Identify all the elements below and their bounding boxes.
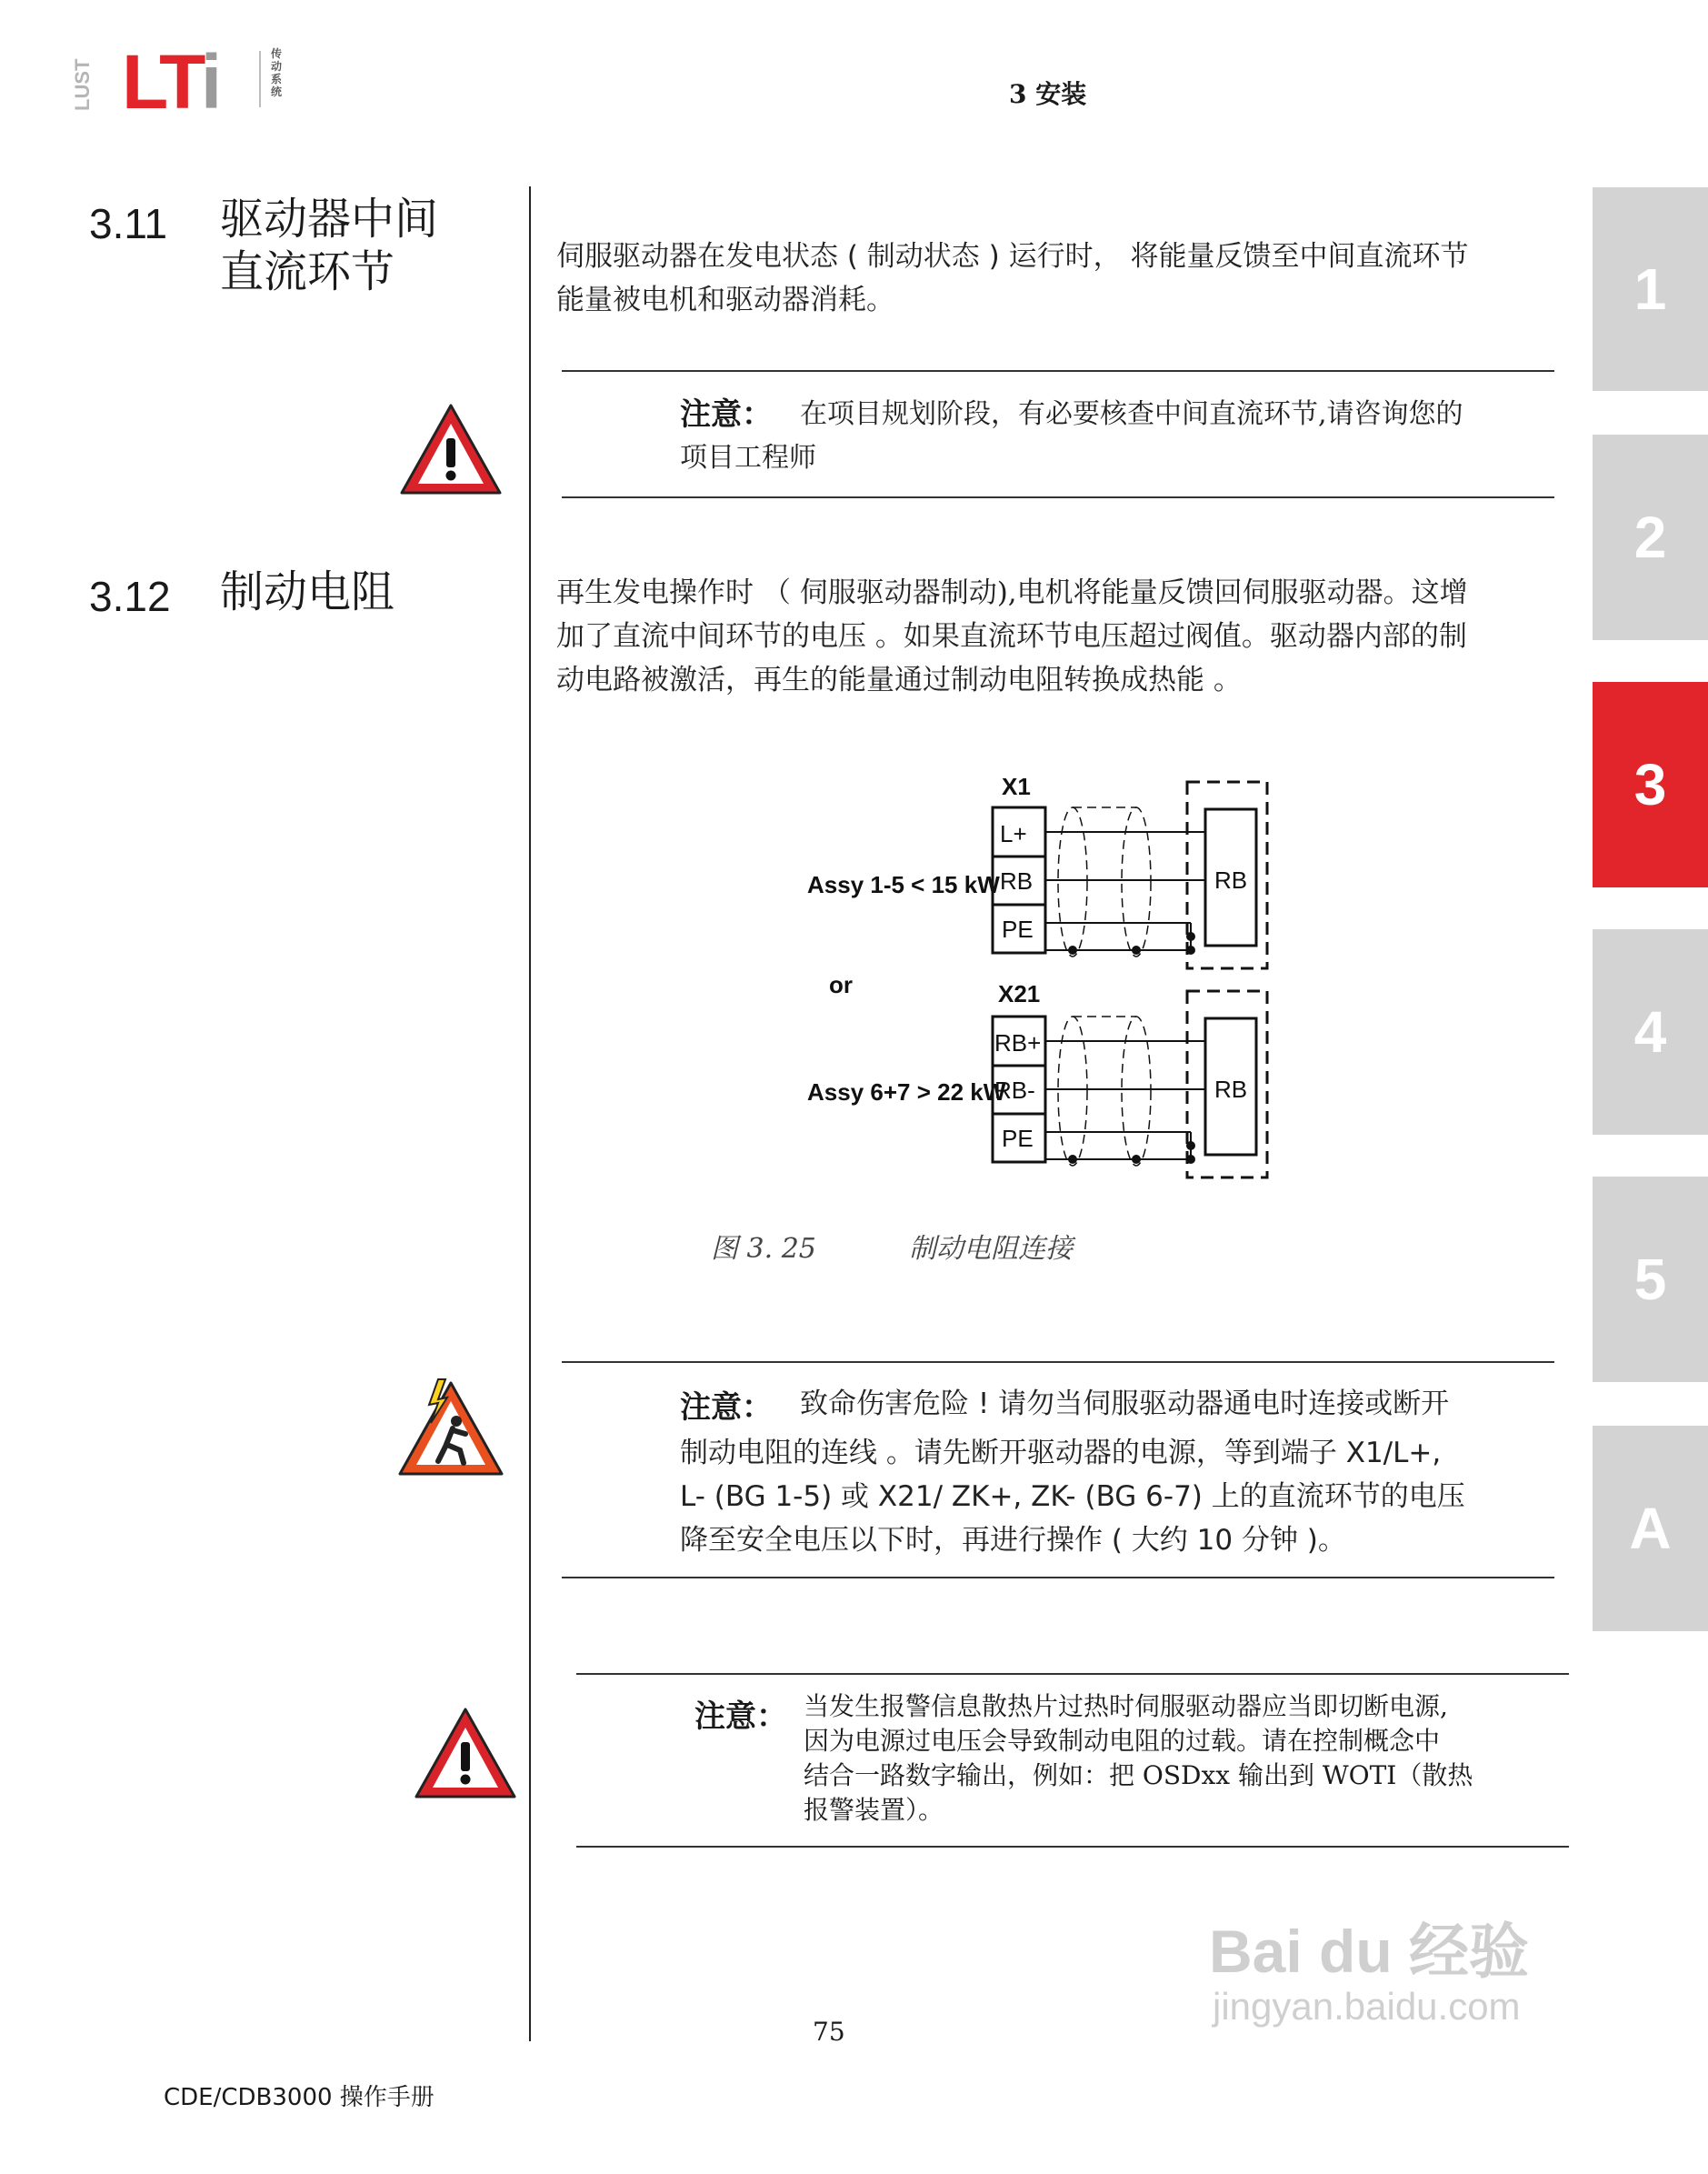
chapter-tab-a[interactable]: A (1593, 1426, 1708, 1631)
note1-bottom-rule (562, 496, 1554, 498)
pin-rb-minus: RB- (994, 1077, 1035, 1104)
figure-title: 制动电阻连接 (909, 1233, 1073, 1265)
pin-rb: RB (1000, 867, 1034, 895)
chapter-tab-5[interactable]: 5 (1593, 1177, 1708, 1382)
logo-divider (259, 51, 261, 107)
note2-line4: 降至安全电压以下时，再进行操作 ( 大约 10 分钟 )。 (680, 1524, 1346, 1557)
connector-x21-label: X21 (998, 980, 1041, 1007)
chapter-header: 3 安装 (1009, 79, 1087, 109)
note2-line3: L- (BG 1-5) 或 X21/ ZK+, ZK- (BG 6-7) 上的直流环节的电压 (680, 1480, 1465, 1513)
pin-pe-2: PE (1002, 1125, 1034, 1152)
chapter-tab-2[interactable]: 2 (1593, 435, 1708, 640)
note2-bottom-rule (562, 1577, 1554, 1578)
watermark-main: Bai du 经验 (1209, 1918, 1530, 1985)
footer-manual-title: CDE/CDB3000 操作手册 (164, 2084, 434, 2111)
pin-pe-1: PE (1002, 916, 1034, 943)
figure-number: 图 3. 25 (711, 1233, 816, 1265)
note3-top-rule (576, 1673, 1569, 1675)
chapter-tab-3[interactable]: 3 (1593, 682, 1708, 887)
dc-link-paragraph-line2: 能量被电机和驱动器消耗。 (556, 284, 894, 316)
brake-paragraph-line3: 动电路被激活，再生的能量通过制动电阻转换成热能 。 (556, 664, 1242, 696)
section-number-3-11: 3.11 (89, 200, 168, 247)
note3-line2: 因为电源过电压会导致制动电阻的过载。请在控制概念中 (804, 1726, 1441, 1756)
electric-shock-warning-icon (396, 1378, 505, 1483)
note3-line4: 报警装置）。 (804, 1795, 944, 1825)
watermark-url: jingyan.baidu.com (1213, 1985, 1521, 2028)
note1-top-rule (562, 370, 1554, 372)
note2-label: 注意： (680, 1389, 773, 1426)
brake-resistor-wiring-diagram (800, 764, 1291, 1195)
note3-line1: 当发生报警信息散热片过热时伺服驱动器应当即切断电源, (804, 1691, 1448, 1721)
column-divider (529, 186, 531, 2041)
section-number-3-12: 3.12 (89, 573, 171, 620)
resistor-1-label: RB (1214, 867, 1248, 894)
baidu-watermark (1209, 1919, 1529, 2029)
note2-line2: 制动电阻的连线 。请先断开驱动器的电源，等到端子 X1/L+, (680, 1437, 1442, 1469)
pin-rb-plus: RB+ (994, 1029, 1042, 1057)
note1-line1: 在项目规划阶段，有必要核查中间直流环节,请咨询您的 (800, 398, 1463, 430)
note3-label: 注意： (694, 1698, 787, 1735)
assy-2-label: Assy 6+7 > 22 kW (807, 1078, 1006, 1106)
logo-subtitle: 传动系统 (271, 47, 283, 98)
chapter-tab-4[interactable]: 4 (1593, 929, 1708, 1135)
note1-line2: 项目工程师 (680, 442, 816, 474)
note1-label: 注意： (680, 396, 773, 433)
chapter-tab-1[interactable]: 1 (1593, 187, 1708, 391)
logo-lust-text: LUST (71, 58, 94, 111)
note3-bottom-rule (576, 1846, 1569, 1848)
note2-line1: 致命伤害危险 ! 请勿当伺服驱动器通电时连接或断开 (800, 1388, 1450, 1420)
connector-x1-label: X1 (1002, 773, 1031, 800)
dc-link-paragraph-line1: 伺服驱动器在发电状态 ( 制动状态 ) 运行时， 将能量反馈至中间直流环节 (556, 240, 1469, 273)
warning-triangle-icon-2 (413, 1704, 518, 1806)
section-title-3-11-line1: 驱动器中间 (220, 194, 439, 245)
logo-lust (71, 49, 95, 113)
note3-line3: 结合一路数字输出，例如：把 OSDxx 输出到 WOTI（散热 (804, 1760, 1473, 1790)
resistor-2-label: RB (1214, 1076, 1248, 1103)
assy-1-label: Assy 1-5 < 15 kW (807, 871, 1000, 898)
section-title-3-11-line2: 直流环节 (220, 246, 395, 297)
company-logo: LTi (122, 39, 219, 125)
pin-l-plus: L+ (1000, 820, 1027, 847)
note2-top-rule (562, 1361, 1554, 1363)
brake-paragraph-line2: 加了直流中间环节的电压 。如果直流环节电压超过阀值。驱动器内部的制 (556, 620, 1467, 653)
warning-triangle-icon (398, 400, 504, 502)
brake-paragraph-line1: 再生发电操作时 （ 伺服驱动器制动),电机将能量反馈回伺服驱动器。这增 (556, 576, 1468, 609)
section-title-3-12: 制动电阻 (220, 566, 395, 617)
or-label: or (829, 971, 853, 998)
page-number: 75 (813, 2017, 845, 2047)
